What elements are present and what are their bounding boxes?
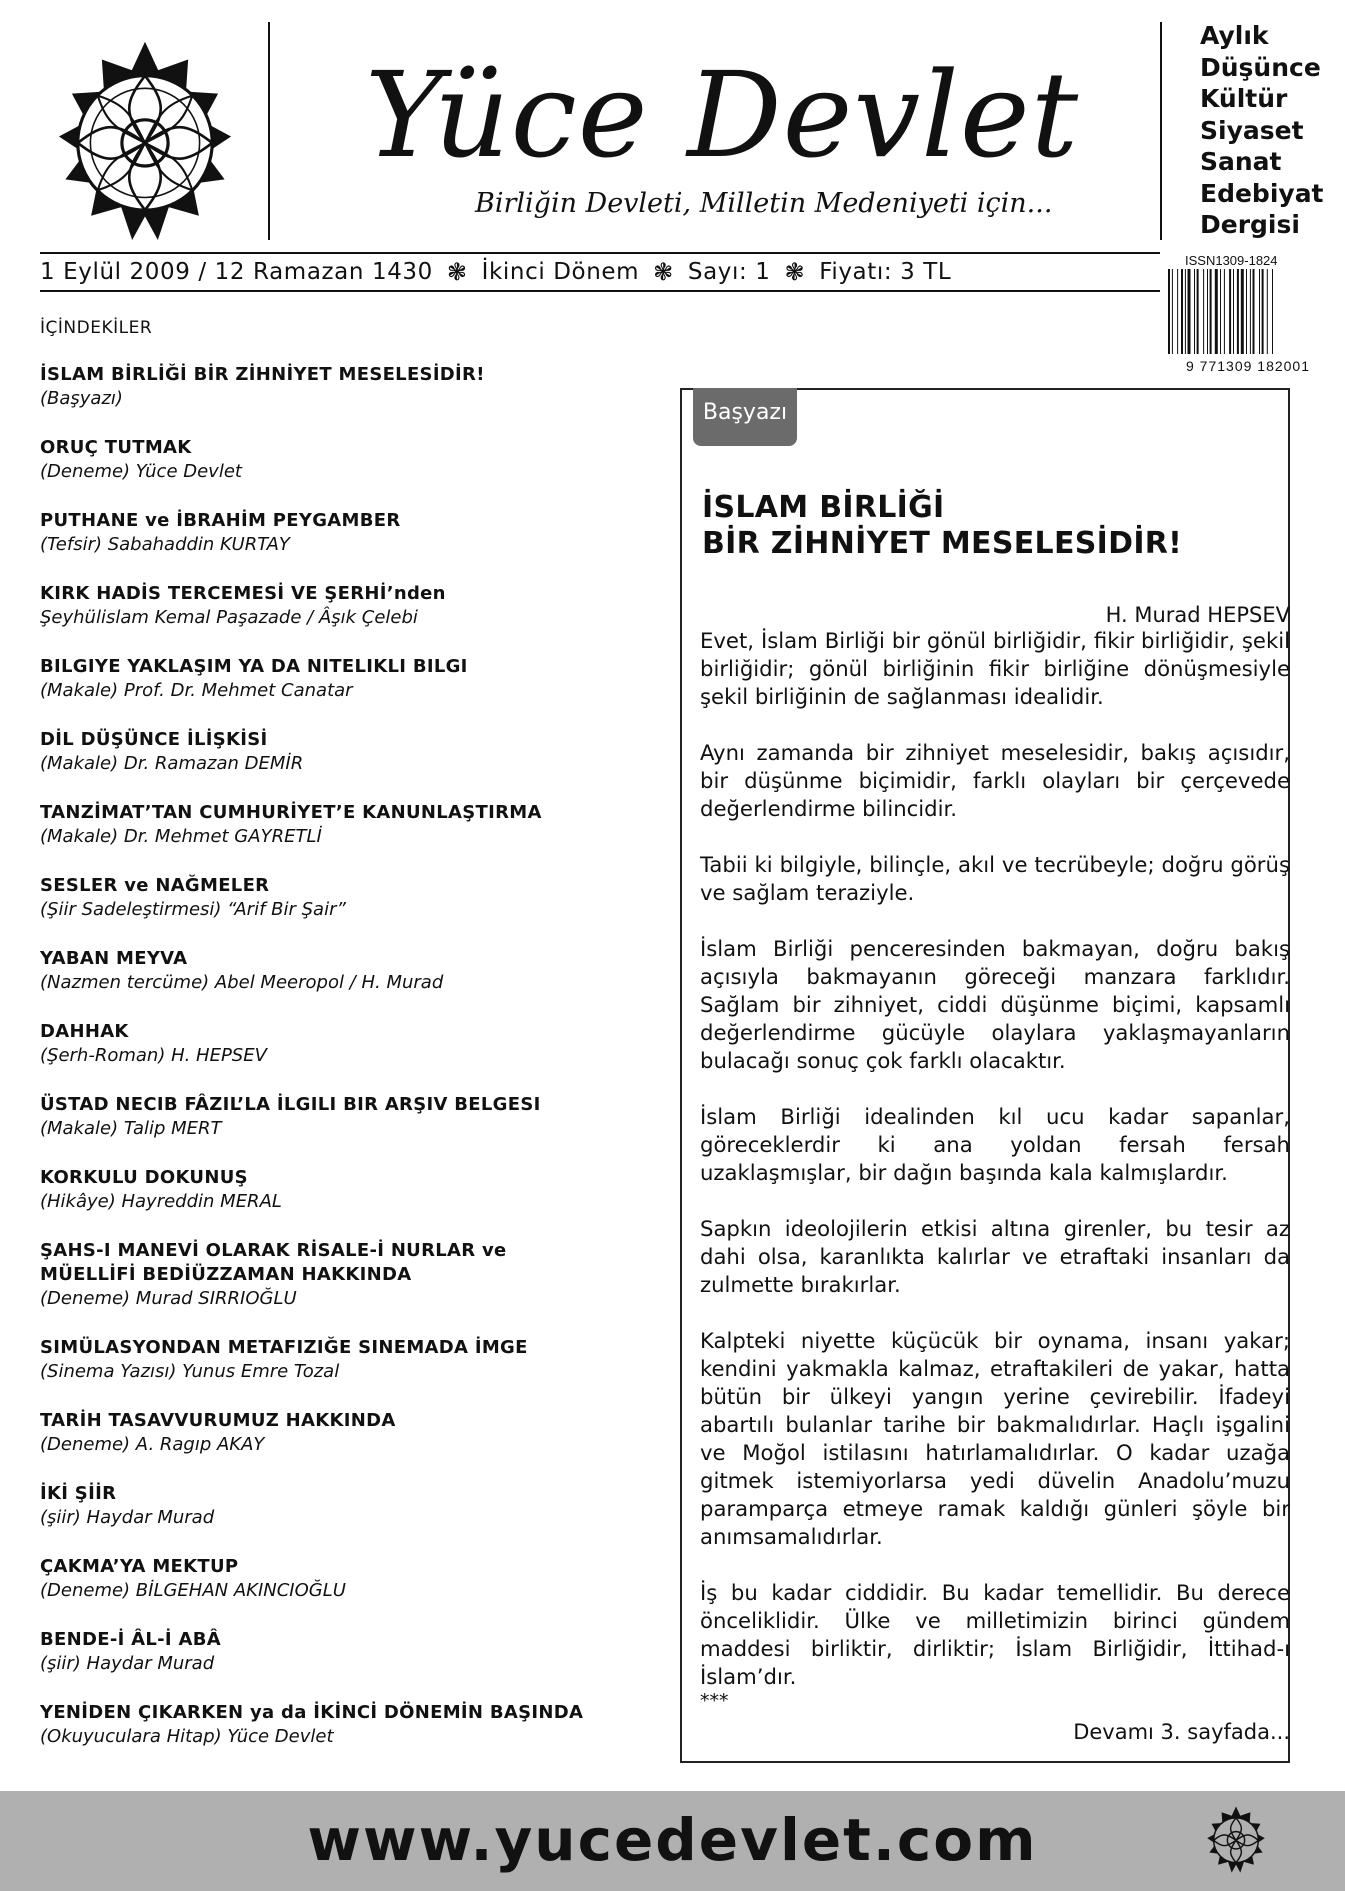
toc-item-title: BILGIYE YAKLAŞIM YA DA NITELIKLI BILGI	[40, 656, 468, 677]
barcode-bar	[1172, 269, 1173, 354]
toc-item-title: SIMÜLASYONDAN METAFIZIĞE SINEMADA İMGE	[40, 1337, 528, 1358]
barcode-digits: 9 771309 182001	[1186, 358, 1310, 374]
article-title: İSLAM BİRLİĞİ BİR ZİHNİYET MESELESİDİR!	[702, 490, 1183, 561]
toc-item	[40, 728, 660, 801]
toc-item-title: KORKULU DOKUNUŞ	[40, 1167, 248, 1188]
barcode-bar	[1197, 269, 1199, 354]
toc-item-title: İSLAM BİRLİĞİ BİR ZİHNİYET MESELESİDİR!	[40, 364, 485, 385]
toc-item	[40, 1020, 660, 1093]
article-paragraph: İş bu kadar ciddidir. Bu kadar temellidir. Bu derece önceliklidir. Ülke ve milletimizin birinci gündem maddesi birliktir, dirliktir; İslam Birliğidir, İttihad-ı İslam’dır.	[700, 1580, 1290, 1689]
toc-item-subtitle: (Makale) Dr. Mehmet GAYRETLİ	[40, 826, 322, 847]
toc-item	[40, 655, 660, 728]
magazine-category-list	[1200, 20, 1324, 241]
barcode-bar	[1185, 269, 1186, 354]
toc-item	[40, 947, 660, 1020]
toc-item-subtitle: (şiir) Haydar Murad	[40, 1653, 215, 1674]
header-divider-right	[1160, 22, 1162, 240]
issue-date: 1 Eylül 2009 / 12 Ramazan 1430	[40, 259, 433, 285]
toc-item-subtitle: (Deneme) Yüce Devlet	[40, 461, 242, 482]
issue-number: Sayı: 1	[687, 259, 771, 285]
toc-item	[40, 436, 660, 509]
rosette-logo-icon	[40, 40, 250, 250]
section-tab: Başyazı	[693, 388, 797, 446]
toc-item-title: SESLER ve NAĞMELER	[40, 875, 270, 896]
toc-item-subtitle: (Nazmen tercüme) Abel Meeropol / H. Murad	[40, 972, 444, 993]
article-paragraph: Aynı zamanda bir zihniyet meselesidir, bakış açısıdır, bir düşünme biçimidir, farklı olayları bir çerçevede değerlendirme bilincidir.	[700, 740, 1290, 821]
toc-item-subtitle: (Makale) Prof. Dr. Mehmet Canatar	[40, 680, 353, 701]
article-paragraph: Kalpteki niyette küçücük bir oynama, insanı yakar; kendini yakmakla kalmaz, etraftakileri de yakar, hatta bütün bir ülkeyi yangın yerine çevirebilir. İfadeyi abartılı bulanlar tarihe bir bakmalıdırlar. Haçlı işgalini ve Moğol istilasını hatırlamalıdırlar. O kadar uzağa gitmek istemiyorlarsa yedi düvelin Anadolu’muzu paramparça etmeye ramak kaldığı günleri şöyle bir anımsamalıdırlar.	[700, 1328, 1290, 1549]
article-paragraph: İslam Birliği idealinden kıl ucu kadar sapanlar, göreceklerdir ki ana yoldan fersah fersah uzaklaşmışlar, bir dağın başında kala kalmışlardır.	[700, 1104, 1290, 1185]
category-label: Siyaset	[1200, 115, 1304, 145]
toc-item	[40, 1409, 660, 1482]
toc-item-subtitle: (şiir) Haydar Murad	[40, 1507, 215, 1528]
toc-item	[40, 1239, 660, 1336]
toc-item	[40, 874, 660, 947]
category-label: Aylık	[1200, 21, 1269, 50]
flower-separator-icon: ❃	[653, 258, 674, 286]
toc-item	[40, 1555, 660, 1628]
toc-item-title: YENİDEN ÇIKARKEN ya da İKİNCİ DÖNEMİN BAŞINDA	[40, 1702, 584, 1723]
barcode-bar	[1181, 269, 1183, 354]
toc-heading: İÇİNDEKİLER	[40, 318, 153, 338]
barcode-bar	[1272, 269, 1273, 354]
article-paragraph: Tabii ki bilgiyle, bilinçle, akıl ve tecrübeyle; doğru görüş ve sağlam teraziyle.	[700, 852, 1290, 905]
toc-item-subtitle: (Sinema Yazısı) Yunus Emre Tozal	[40, 1361, 340, 1382]
toc-item	[40, 1701, 660, 1774]
toc-item-subtitle: (Deneme) BİLGEHAN AKINCIOĞLU	[40, 1580, 346, 1601]
toc-item-subtitle: (Makale) Dr. Ramazan DEMİR	[40, 753, 304, 774]
toc-item-title: BENDE-İ ÂL-İ ABÂ	[40, 1629, 221, 1650]
issue-info-bar	[40, 252, 1160, 292]
table-of-contents	[40, 363, 660, 1774]
article-paragraph: Evet, İslam Birliği bir gönül birliğidir, fikir birliğidir, şekil birliğidir; gönül birliğinin fikir birliğine dönüşmesiyle şekil birliğinin de sağlanması idealidir.	[700, 628, 1290, 709]
article-paragraph: Sapkın ideolojilerin etkisi altına girenler, bu tesir az dahi olsa, karanlıkta kalırlar ve etraftaki insanları da zulmette bırakırlar.	[700, 1216, 1290, 1297]
toc-item-title: İKİ ŞİİR	[40, 1483, 117, 1504]
toc-item-title: DAHHAK	[40, 1021, 129, 1042]
category-label: Edebiyat	[1200, 178, 1324, 208]
toc-item-title: TARİH TASAVVURUMUZ HAKKINDA	[40, 1410, 396, 1431]
toc-item	[40, 582, 660, 655]
flower-separator-icon: ❃	[784, 258, 806, 286]
article-body	[700, 627, 1290, 1719]
barcode-bar	[1259, 269, 1260, 354]
barcode-bar	[1220, 269, 1221, 354]
barcode-bar	[1188, 269, 1191, 354]
toc-item-subtitle: (Başyazı)	[40, 388, 123, 409]
toc-item-title: KIRK HADİS TERCEMESİ VE ŞERHİ’nden	[40, 583, 446, 604]
article-author: H. Murad HEPSEV	[1105, 603, 1290, 627]
toc-item	[40, 363, 660, 436]
barcode-bar	[1215, 269, 1218, 354]
toc-item-subtitle: (Deneme) Murad SIRRIOĞLU	[40, 1288, 297, 1309]
issue-period: İkinci Dönem	[481, 259, 640, 285]
toc-item-title: ŞAHS-I MANEVİ OLARAK RİSALE-İ NURLAR ve MÜELLİFİ BEDİÜZZAMAN HAKKINDA	[40, 1240, 507, 1285]
toc-item	[40, 1482, 660, 1555]
barcode-bar	[1253, 269, 1255, 354]
toc-item-subtitle: (Hikâye) Hayreddin MERAL	[40, 1191, 282, 1212]
barcode-bar	[1194, 269, 1195, 354]
category-label: Sanat	[1200, 147, 1282, 176]
toc-item	[40, 1336, 660, 1409]
masthead-slogan: Birliğin Devleti, Milletin Medeniyeti için...	[475, 188, 1053, 219]
masthead-title: Yüce Devlet	[365, 46, 1080, 184]
category-label: Dergisi	[1200, 210, 1300, 239]
toc-item-subtitle: (Okuyuculara Hitap) Yüce Devlet	[40, 1726, 334, 1747]
barcode-bar	[1210, 269, 1212, 354]
rosette-emblem-icon	[1200, 1805, 1272, 1877]
toc-item-title: ÜSTAD NECIB FÂZIL’LA İLGILI BIR ARŞIV BELGESI	[40, 1094, 541, 1115]
barcode-bar	[1207, 269, 1208, 354]
continued-note: Devamı 3. sayfada...	[1073, 1720, 1290, 1744]
barcode-bar	[1168, 269, 1170, 354]
barcode-bar	[1246, 269, 1247, 354]
category-label: Kültür	[1200, 84, 1288, 113]
toc-item-title: YABAN MEYVA	[40, 948, 188, 969]
toc-item-subtitle: (Deneme) A. Ragıp AKAY	[40, 1434, 265, 1455]
barcode-bar	[1237, 269, 1239, 354]
toc-item	[40, 1166, 660, 1239]
header-divider-left	[268, 22, 270, 240]
toc-item-subtitle: Şeyhülislam Kemal Paşazade / Âşık Çelebi	[40, 607, 418, 628]
toc-item-subtitle: (Makale) Talip MERT	[40, 1118, 222, 1139]
category-label: Düşünce	[1200, 52, 1321, 82]
toc-item	[40, 509, 660, 582]
toc-item-title: DİL DÜŞÜNCE İLİŞKİSİ	[40, 729, 268, 750]
footer-url: www.yucedevlet.com	[307, 1806, 1038, 1874]
toc-item-title: ORUÇ TUTMAK	[40, 437, 192, 458]
toc-item-subtitle: (Tefsir) Sabahaddin KURTAY	[40, 534, 290, 555]
toc-item	[40, 1093, 660, 1166]
flower-separator-icon: ❃	[446, 258, 468, 286]
barcode-bar	[1233, 269, 1234, 354]
toc-item	[40, 1628, 660, 1701]
toc-item	[40, 801, 660, 874]
toc-item-subtitle: (Şiir Sadeleştirmesi) “Arif Bir Şair”	[40, 899, 346, 920]
barcode-bar	[1262, 269, 1264, 354]
barcode-bar	[1241, 269, 1244, 354]
issue-price: Fiyatı: 3 TL	[819, 259, 952, 285]
barcode-bar	[1177, 269, 1178, 354]
article-paragraph: İslam Birliği penceresinden bakmayan, doğru bakış açısıyla bakmayanın göreceği manzara farklıdır. Sağlam bir zihniyet, ciddi düşünme biçimi, kapsamlı değerlendirme gücüyle olaylara yaklaşmayanların bulacağı sonuç çok farklı olacaktır.	[700, 936, 1290, 1073]
toc-item-title: PUTHANE ve İBRAHİM PEYGAMBER	[40, 510, 401, 531]
issn-label: ISSN1309-1824	[1185, 253, 1278, 268]
toc-item-subtitle: (Şerh-Roman) H. HEPSEV	[40, 1045, 267, 1066]
barcode-icon	[1168, 269, 1328, 354]
barcode-bar	[1229, 269, 1231, 354]
article-stars: ***	[700, 1690, 729, 1712]
barcode-bar	[1250, 269, 1251, 354]
toc-item-title: TANZİMAT’TAN CUMHURİYET’E KANUNLAŞTIRMA	[40, 802, 542, 823]
barcode-bar	[1203, 269, 1204, 354]
toc-item-title: ÇAKMA’YA MEKTUP	[40, 1556, 239, 1577]
barcode-bar	[1224, 269, 1225, 354]
barcode-bar	[1267, 269, 1268, 354]
